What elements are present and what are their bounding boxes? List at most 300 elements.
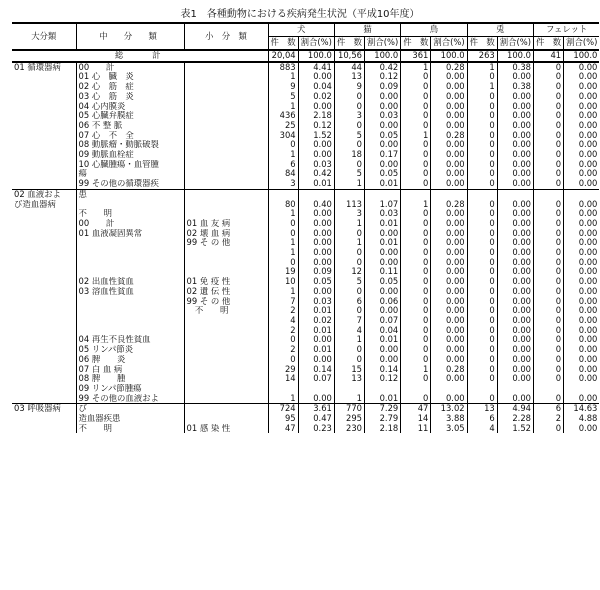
ratio-cell: 0.00	[298, 140, 334, 150]
major-category	[12, 248, 76, 258]
minor-category: 99 そ の 他	[184, 238, 268, 248]
minor-category	[184, 248, 268, 258]
count-cell: 0	[467, 267, 497, 277]
major-category	[12, 267, 76, 277]
count-cell: 0	[534, 111, 564, 121]
ratio-cell: 0.00	[497, 140, 533, 150]
count-cell: 0	[401, 121, 431, 131]
count-cell: 0	[401, 297, 431, 307]
ratio-cell: 0.00	[564, 297, 600, 307]
ratio-cell: 0.00	[564, 335, 600, 345]
minor-category	[184, 62, 268, 73]
ratio-cell: 0.00	[564, 219, 600, 229]
count-cell: 0	[534, 258, 564, 268]
count-cell: 0	[534, 424, 564, 434]
count-cell: 7	[268, 297, 298, 307]
count-cell: 0	[467, 345, 497, 355]
ratio-cell: 0.02	[298, 316, 334, 326]
major-category	[12, 92, 76, 102]
major-category	[12, 238, 76, 248]
major-category: び造血器病	[14, 199, 56, 209]
count-cell: 0	[467, 365, 497, 375]
ratio-cell: 0.00	[431, 179, 467, 189]
count-cell: 724	[268, 404, 298, 414]
subheader-ratio: 割合(%)	[564, 37, 600, 51]
ratio-cell: 0.00	[497, 229, 533, 239]
count-cell: 304	[268, 131, 298, 141]
major-category	[12, 345, 76, 355]
count-cell: 0	[534, 287, 564, 297]
table-row	[12, 219, 599, 229]
table-row	[12, 424, 599, 434]
count-cell	[534, 384, 564, 394]
count-cell: 0	[467, 121, 497, 131]
count-cell	[401, 384, 431, 394]
ratio-cell: 0.11	[365, 267, 401, 277]
middle-category: 03 溶血性貧血	[76, 287, 184, 297]
ratio-cell	[431, 384, 467, 394]
major-category	[12, 72, 76, 82]
ratio-cell: 0.03	[365, 111, 401, 121]
ratio-cell: 0.02	[298, 92, 334, 102]
ratio-cell: 0.00	[365, 287, 401, 297]
ratio-cell: 0.00	[298, 258, 334, 268]
count-cell: 0	[467, 169, 497, 179]
count-cell: 6	[534, 404, 564, 414]
middle-category: 09 リンパ節腫瘍	[76, 384, 184, 394]
count-cell: 47	[401, 404, 431, 414]
middle-category: 99 その他の血液およ	[76, 394, 184, 404]
ratio-cell: 0.00	[431, 297, 467, 307]
minor-category	[184, 189, 268, 199]
count-cell: 9	[268, 82, 298, 92]
ratio-cell: 0.00	[564, 316, 600, 326]
count-cell: 5	[334, 131, 364, 141]
minor-category	[184, 72, 268, 82]
count-cell: 1	[401, 200, 431, 210]
ratio-cell: 0.07	[365, 316, 401, 326]
major-category	[12, 140, 76, 150]
ratio-cell: 0.00	[431, 355, 467, 365]
table-row	[12, 287, 599, 297]
ratio-cell: 0.00	[497, 267, 533, 277]
table-row	[12, 355, 599, 365]
ratio-cell: 0.00	[564, 121, 600, 131]
middle-category: 99 その他の循環器疾	[76, 179, 184, 189]
middle-category: 08 脾 腫	[76, 374, 184, 384]
ratio-cell: 0.00	[564, 326, 600, 336]
count-cell: 11	[401, 424, 431, 434]
count-cell: 3	[334, 209, 364, 219]
count-cell: 0	[534, 160, 564, 170]
count-cell: 0	[401, 326, 431, 336]
ratio-cell: 0.00	[497, 345, 533, 355]
count-cell: 113	[334, 200, 364, 210]
count-cell: 0	[401, 355, 431, 365]
count-cell: 4	[334, 326, 364, 336]
middle-category: 06 脾 炎	[76, 355, 184, 365]
major-category	[12, 306, 76, 316]
table-row	[12, 414, 599, 424]
table-row	[12, 394, 599, 404]
count-cell: 0	[401, 345, 431, 355]
middle-category	[76, 316, 184, 326]
table-row	[12, 72, 599, 82]
middle-category: 00 計	[76, 62, 184, 73]
count-cell: 0	[467, 248, 497, 258]
ratio-cell: 0.00	[298, 150, 334, 160]
count-cell: 1	[334, 179, 364, 189]
ratio-cell: 0.00	[298, 72, 334, 82]
count-cell: 44	[334, 62, 364, 73]
count-cell: 2	[534, 414, 564, 424]
minor-category	[184, 374, 268, 384]
major-category	[12, 160, 76, 170]
middle-category: 10 心臓腫瘍・血管腫	[76, 160, 184, 170]
ratio-cell: 0.00	[431, 287, 467, 297]
major-category	[12, 394, 76, 404]
count-cell: 0	[401, 150, 431, 160]
ratio-cell: 3.61	[298, 404, 334, 414]
middle-category	[76, 248, 184, 258]
major-category	[12, 258, 76, 268]
middle-category	[76, 258, 184, 268]
count-cell: 19	[268, 267, 298, 277]
middle-category: 不 明	[76, 209, 184, 219]
count-cell: 0	[467, 335, 497, 345]
count-cell: 0	[334, 355, 364, 365]
ratio-cell: 0.00	[564, 62, 600, 73]
total-value: 100.0	[298, 50, 334, 62]
ratio-cell: 0.00	[564, 267, 600, 277]
major-category	[12, 150, 76, 160]
table-row	[12, 92, 599, 102]
count-cell: 0	[534, 209, 564, 219]
ratio-cell: 0.00	[431, 238, 467, 248]
ratio-cell: 0.00	[365, 121, 401, 131]
count-cell: 12	[334, 267, 364, 277]
count-cell: 0	[534, 72, 564, 82]
ratio-cell: 0.01	[298, 326, 334, 336]
ratio-cell: 0.00	[431, 316, 467, 326]
count-cell: 883	[268, 62, 298, 73]
count-cell: 0	[534, 355, 564, 365]
minor-category	[184, 326, 268, 336]
subheader-count: 件 数	[334, 37, 364, 51]
ratio-cell: 0.00	[365, 248, 401, 258]
minor-category	[184, 160, 268, 170]
count-cell: 0	[401, 258, 431, 268]
major-category: 01 循環器病	[14, 61, 61, 72]
ratio-cell	[365, 384, 401, 394]
major-category	[12, 111, 76, 121]
ratio-cell: 0.00	[564, 345, 600, 355]
total-value: 100.0	[497, 50, 533, 62]
ratio-cell: 2.28	[497, 414, 533, 424]
count-cell: 0	[467, 140, 497, 150]
ratio-cell: 0.00	[497, 209, 533, 219]
count-cell: 18	[334, 150, 364, 160]
count-cell: 13	[334, 72, 364, 82]
count-cell: 14	[401, 414, 431, 424]
ratio-cell: 0.00	[564, 72, 600, 82]
ratio-cell	[298, 384, 334, 394]
ratio-cell: 3.05	[431, 424, 467, 434]
count-cell	[268, 189, 298, 199]
count-cell: 0	[467, 306, 497, 316]
middle-category: 05 リンパ節炎	[76, 345, 184, 355]
table-row	[12, 248, 599, 258]
minor-category	[184, 335, 268, 345]
ratio-cell: 0.00	[431, 394, 467, 404]
table-row	[12, 209, 599, 219]
count-cell: 0	[334, 258, 364, 268]
count-cell: 0	[401, 267, 431, 277]
ratio-cell: 0.00	[298, 209, 334, 219]
count-cell: 0	[467, 287, 497, 297]
ratio-cell: 0.28	[431, 200, 467, 210]
ratio-cell: 0.00	[497, 277, 533, 287]
middle-category: 02 心 筋 症	[76, 82, 184, 92]
ratio-cell: 0.00	[431, 248, 467, 258]
ratio-cell: 0.00	[497, 111, 533, 121]
count-cell: 95	[268, 414, 298, 424]
ratio-cell: 0.00	[431, 267, 467, 277]
count-cell: 0	[401, 335, 431, 345]
ratio-cell	[365, 189, 401, 199]
table-row	[12, 374, 599, 384]
ratio-cell: 0.14	[365, 365, 401, 375]
count-cell: 2	[268, 306, 298, 316]
subheader-count: 件 数	[268, 37, 298, 51]
ratio-cell: 0.00	[564, 131, 600, 141]
ratio-cell: 0.00	[431, 92, 467, 102]
ratio-cell: 0.00	[431, 72, 467, 82]
count-cell: 0	[401, 277, 431, 287]
ratio-cell: 0.38	[497, 82, 533, 92]
count-cell: 0	[334, 229, 364, 239]
disease-table	[12, 22, 599, 433]
ratio-cell: 0.09	[298, 267, 334, 277]
middle-category	[76, 297, 184, 307]
col-header-rabbit: 兎	[467, 23, 533, 37]
count-cell: 0	[534, 121, 564, 131]
minor-category	[184, 384, 268, 394]
count-cell: 0	[467, 277, 497, 287]
count-cell: 0	[401, 111, 431, 121]
total-value: 263	[467, 50, 497, 62]
count-cell: 1	[334, 335, 364, 345]
count-cell: 1	[467, 62, 497, 73]
middle-category: 患	[76, 189, 184, 199]
ratio-cell: 0.00	[431, 306, 467, 316]
count-cell: 0	[534, 374, 564, 384]
count-cell: 4	[268, 316, 298, 326]
subheader-ratio: 割合(%)	[298, 37, 334, 51]
ratio-cell: 0.01	[365, 238, 401, 248]
middle-category: 03 心 筋 炎	[76, 92, 184, 102]
minor-category	[184, 131, 268, 141]
middle-category: 04 再生不良性貧血	[76, 335, 184, 345]
table-row	[12, 229, 599, 239]
ratio-cell: 2.79	[365, 414, 401, 424]
col-header-ferret: フェレット	[534, 23, 600, 37]
ratio-cell: 1.07	[365, 200, 401, 210]
count-cell: 0	[268, 219, 298, 229]
minor-category	[184, 345, 268, 355]
ratio-cell: 0.00	[497, 258, 533, 268]
table-row	[12, 384, 599, 394]
table-row	[12, 277, 599, 287]
ratio-cell: 0.47	[298, 414, 334, 424]
count-cell: 0	[534, 238, 564, 248]
ratio-cell: 14.63	[564, 404, 600, 414]
middle-category	[76, 267, 184, 277]
ratio-cell: 0.00	[564, 258, 600, 268]
ratio-cell: 0.28	[431, 131, 467, 141]
count-cell: 1	[401, 62, 431, 73]
ratio-cell: 0.00	[564, 374, 600, 384]
ratio-cell: 0.01	[365, 394, 401, 404]
ratio-cell: 0.00	[298, 394, 334, 404]
ratio-cell: 0.00	[365, 355, 401, 365]
ratio-cell: 0.00	[564, 169, 600, 179]
subheader-ratio: 割合(%)	[365, 37, 401, 51]
middle-category	[76, 306, 184, 316]
count-cell: 0	[534, 316, 564, 326]
total-value: 361	[401, 50, 431, 62]
count-cell: 0	[534, 82, 564, 92]
count-cell: 0	[401, 92, 431, 102]
ratio-cell: 0.03	[298, 160, 334, 170]
ratio-cell: 7.29	[365, 404, 401, 414]
ratio-cell: 0.00	[298, 102, 334, 112]
ratio-cell: 0.28	[431, 365, 467, 375]
count-cell: 6	[268, 160, 298, 170]
ratio-cell: 0.00	[497, 102, 533, 112]
ratio-cell	[298, 189, 334, 199]
minor-category	[184, 82, 268, 92]
middle-category: 04 心内膜炎	[76, 102, 184, 112]
ratio-cell: 0.23	[298, 424, 334, 434]
minor-category: 99 そ の 他	[184, 297, 268, 307]
major-category	[12, 297, 76, 307]
minor-category	[184, 365, 268, 375]
ratio-cell: 0.00	[564, 355, 600, 365]
count-cell: 29	[268, 365, 298, 375]
ratio-cell: 3.88	[431, 414, 467, 424]
major-category	[12, 355, 76, 365]
middle-category: 06 不 整 脈	[76, 121, 184, 131]
ratio-cell: 0.00	[564, 287, 600, 297]
count-cell: 0	[401, 169, 431, 179]
count-cell: 1	[268, 394, 298, 404]
major-category	[12, 179, 76, 189]
count-cell: 1	[334, 219, 364, 229]
count-cell: 3	[268, 179, 298, 189]
ratio-cell: 0.00	[497, 219, 533, 229]
count-cell: 3	[334, 111, 364, 121]
ratio-cell: 0.42	[365, 62, 401, 73]
middle-category	[76, 200, 184, 210]
count-cell: 13	[467, 404, 497, 414]
count-cell: 1	[401, 365, 431, 375]
ratio-cell: 0.12	[365, 72, 401, 82]
major-category: 02 血液およ	[14, 189, 61, 199]
count-cell: 0	[534, 131, 564, 141]
count-cell: 0	[334, 121, 364, 131]
minor-category	[184, 169, 268, 179]
count-cell: 0	[401, 82, 431, 92]
count-cell: 0	[401, 102, 431, 112]
ratio-cell: 0.00	[497, 394, 533, 404]
count-cell: 25	[268, 121, 298, 131]
ratio-cell	[564, 189, 600, 199]
total-value: 41	[534, 50, 564, 62]
count-cell: 0	[534, 267, 564, 277]
ratio-cell: 0.00	[497, 248, 533, 258]
col-header-bird: 鳥	[401, 23, 467, 37]
minor-category	[184, 200, 268, 210]
count-cell: 0	[534, 306, 564, 316]
minor-category: 不 明	[184, 306, 268, 316]
col-header-dog: 犬	[268, 23, 334, 37]
minor-category	[184, 209, 268, 219]
count-cell: 0	[334, 248, 364, 258]
middle-category: 02 出血性貧血	[76, 277, 184, 287]
minor-category: 01 免 疫 性	[184, 277, 268, 287]
minor-category: 01 感 染 性	[184, 424, 268, 434]
count-cell: 80	[268, 200, 298, 210]
ratio-cell: 0.14	[298, 365, 334, 375]
count-cell: 0	[334, 287, 364, 297]
major-category	[12, 131, 76, 141]
ratio-cell: 0.00	[497, 131, 533, 141]
count-cell: 0	[534, 140, 564, 150]
count-cell: 0	[534, 179, 564, 189]
subheader-count: 件 数	[534, 37, 564, 51]
minor-category	[184, 102, 268, 112]
count-cell: 0	[401, 306, 431, 316]
ratio-cell: 0.00	[431, 111, 467, 121]
ratio-cell: 0.09	[365, 82, 401, 92]
ratio-cell: 0.00	[497, 160, 533, 170]
count-cell: 1	[334, 238, 364, 248]
ratio-cell: 0.00	[431, 150, 467, 160]
minor-category	[184, 140, 268, 150]
ratio-cell: 0.40	[298, 200, 334, 210]
major-category	[12, 287, 76, 297]
count-cell: 5	[268, 92, 298, 102]
ratio-cell: 0.00	[365, 306, 401, 316]
major-category	[12, 229, 76, 239]
col-header-middle: 中 分 類	[76, 23, 184, 50]
major-category	[12, 335, 76, 345]
table-row	[12, 404, 599, 414]
major-category	[12, 169, 76, 179]
ratio-cell: 0.05	[365, 169, 401, 179]
count-cell: 0	[467, 131, 497, 141]
count-cell: 0	[401, 209, 431, 219]
ratio-cell: 0.00	[431, 169, 467, 179]
ratio-cell: 0.00	[431, 229, 467, 239]
count-cell: 2	[268, 345, 298, 355]
major-category	[12, 277, 76, 287]
major-category: 03 呼吸器病	[14, 403, 61, 414]
count-cell: 0	[401, 140, 431, 150]
middle-category: 不 明	[76, 424, 184, 434]
major-category	[12, 365, 76, 375]
